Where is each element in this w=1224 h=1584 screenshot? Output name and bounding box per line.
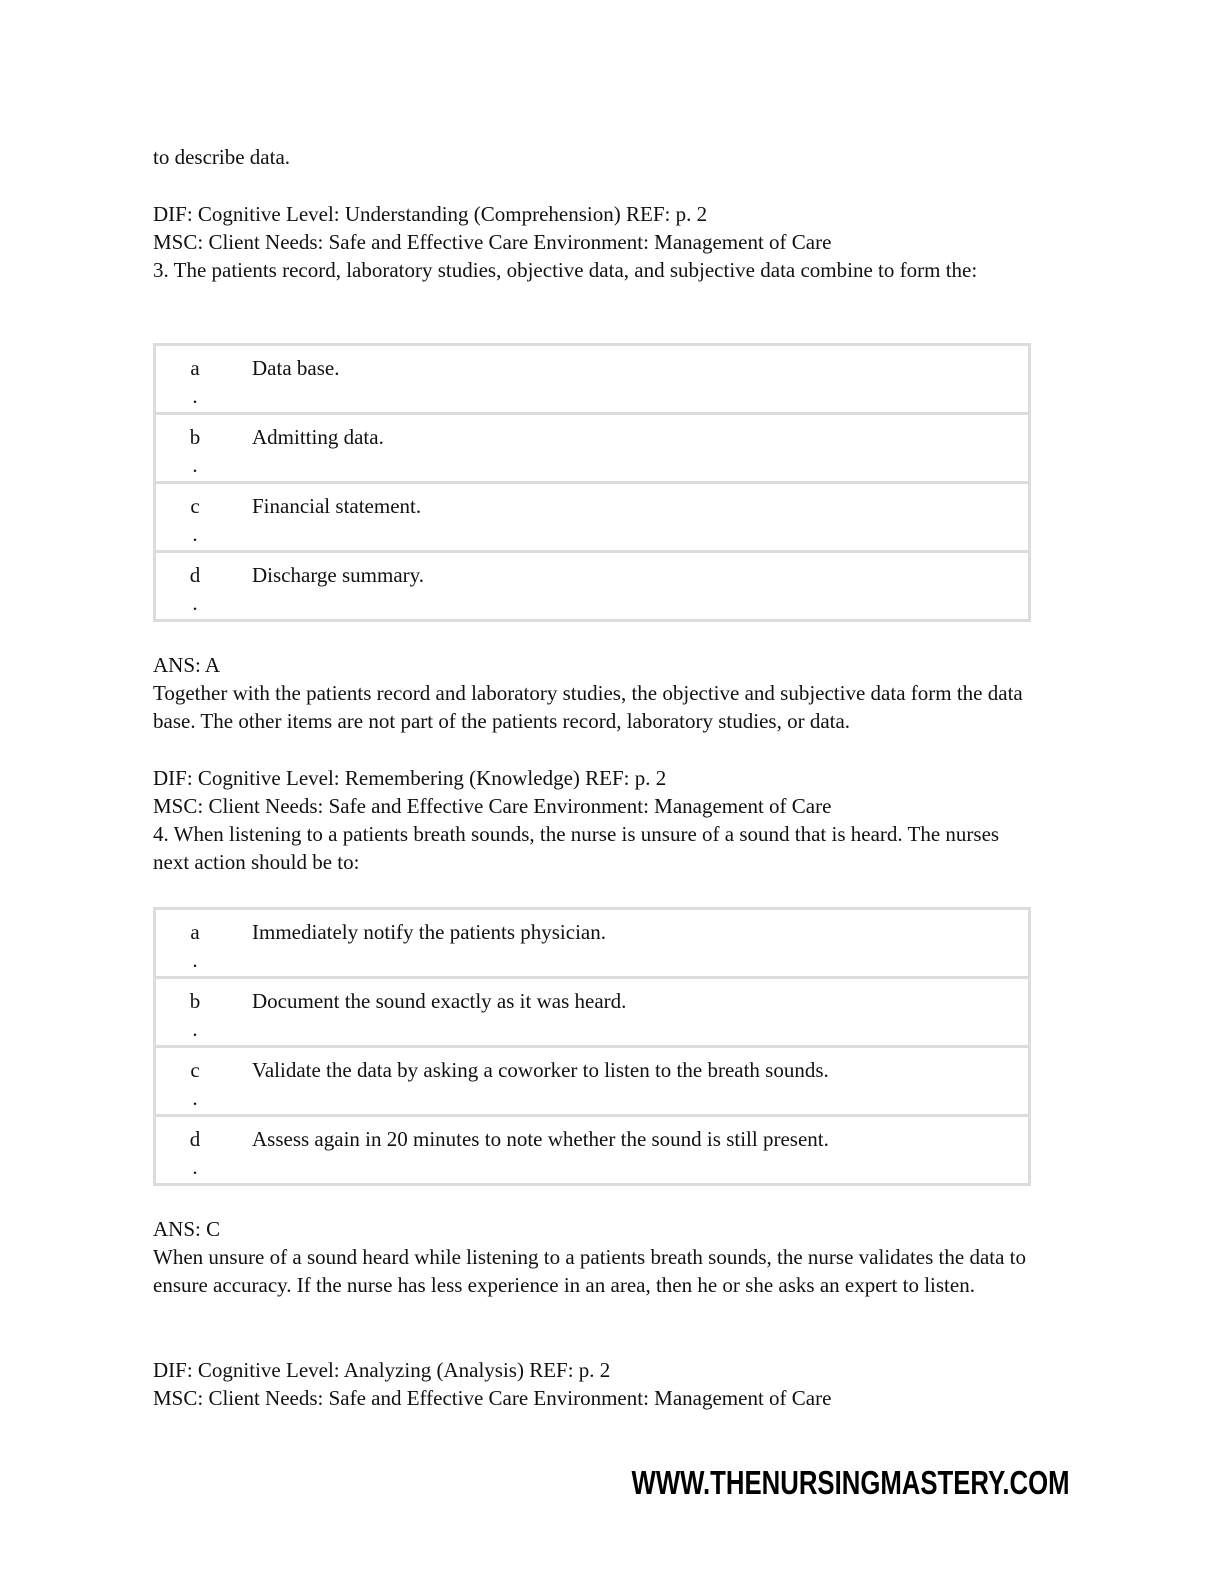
q3-question: 3. The patients record, laboratory studies, objective data, and subjective data combine to form the: [153, 258, 978, 282]
intro-fragment: to describe data. [153, 145, 291, 169]
option-row [156, 481, 1028, 550]
option-row [156, 412, 1028, 481]
option-text: Data base. [252, 356, 340, 380]
q3-rationale: Together with the patients record and laboratory studies, the objective and subjective data form the data base. The other items are not part of the patients record, laboratory studies, or data. [153, 681, 1023, 733]
option-dot: . [192, 1086, 198, 1110]
q2-dif: DIF: Cognitive Level: Understanding (Comprehension) REF: p. 2 [153, 202, 708, 226]
option-row [156, 346, 1028, 412]
option-row [156, 976, 1028, 1045]
q3-answer: ANS: A [153, 653, 221, 677]
option-letter: a [190, 920, 200, 944]
option-text: Immediately notify the patients physician. [252, 920, 606, 944]
option-row [156, 550, 1028, 619]
option-dot: . [192, 591, 198, 615]
option-dot: . [192, 384, 198, 408]
q2-msc: MSC: Client Needs: Safe and Effective Care Environment: Management of Care [153, 230, 832, 254]
option-row [156, 1114, 1028, 1183]
option-dot: . [192, 1017, 198, 1041]
option-text: Document the sound exactly as it was heard. [252, 989, 627, 1013]
q4-dif: DIF: Cognitive Level: Analyzing (Analysis) REF: p. 2 [153, 1358, 611, 1382]
option-letter: d [189, 1127, 201, 1151]
q4-rationale: When unsure of a sound heard while listening to a patients breath sounds, the nurse validates the data to ensure accuracy. If the nurse has less experience in an area, then he or she asks an expert to listen. [153, 1245, 1027, 1297]
option-row [156, 1045, 1028, 1114]
option-dot: . [192, 453, 198, 477]
q4-question: 4. When listening to a patients breath sounds, the nurse is unsure of a sound that is heard. The nurses next action should be to: [153, 822, 1000, 874]
q3-options-table [153, 343, 1031, 622]
option-letter: c [190, 494, 200, 518]
q4-options-table [153, 907, 1031, 1186]
footer-website: WWW.THENURSINGMASTERY.COM [631, 1464, 1070, 1501]
option-text: Financial statement. [252, 494, 422, 518]
option-letter: d [189, 563, 201, 587]
option-text: Discharge summary. [252, 563, 425, 587]
option-text: Validate the data by asking a coworker to listen to the breath sounds. [252, 1058, 829, 1082]
q3-dif: DIF: Cognitive Level: Remembering (Knowledge) REF: p. 2 [153, 766, 667, 790]
option-text: Assess again in 20 minutes to note whether the sound is still present. [252, 1127, 829, 1151]
option-letter: a [190, 356, 200, 380]
option-dot: . [192, 948, 198, 972]
q3-msc: MSC: Client Needs: Safe and Effective Care Environment: Management of Care [153, 794, 832, 818]
option-text: Admitting data. [252, 425, 384, 449]
option-letter: b [189, 425, 201, 449]
option-dot: . [192, 1155, 198, 1179]
option-letter: c [190, 1058, 200, 1082]
q4-answer: ANS: C [153, 1217, 221, 1241]
option-dot: . [192, 522, 198, 546]
q4-msc: MSC: Client Needs: Safe and Effective Care Environment: Management of Care [153, 1386, 832, 1410]
option-letter: b [189, 989, 201, 1013]
option-row [156, 910, 1028, 976]
